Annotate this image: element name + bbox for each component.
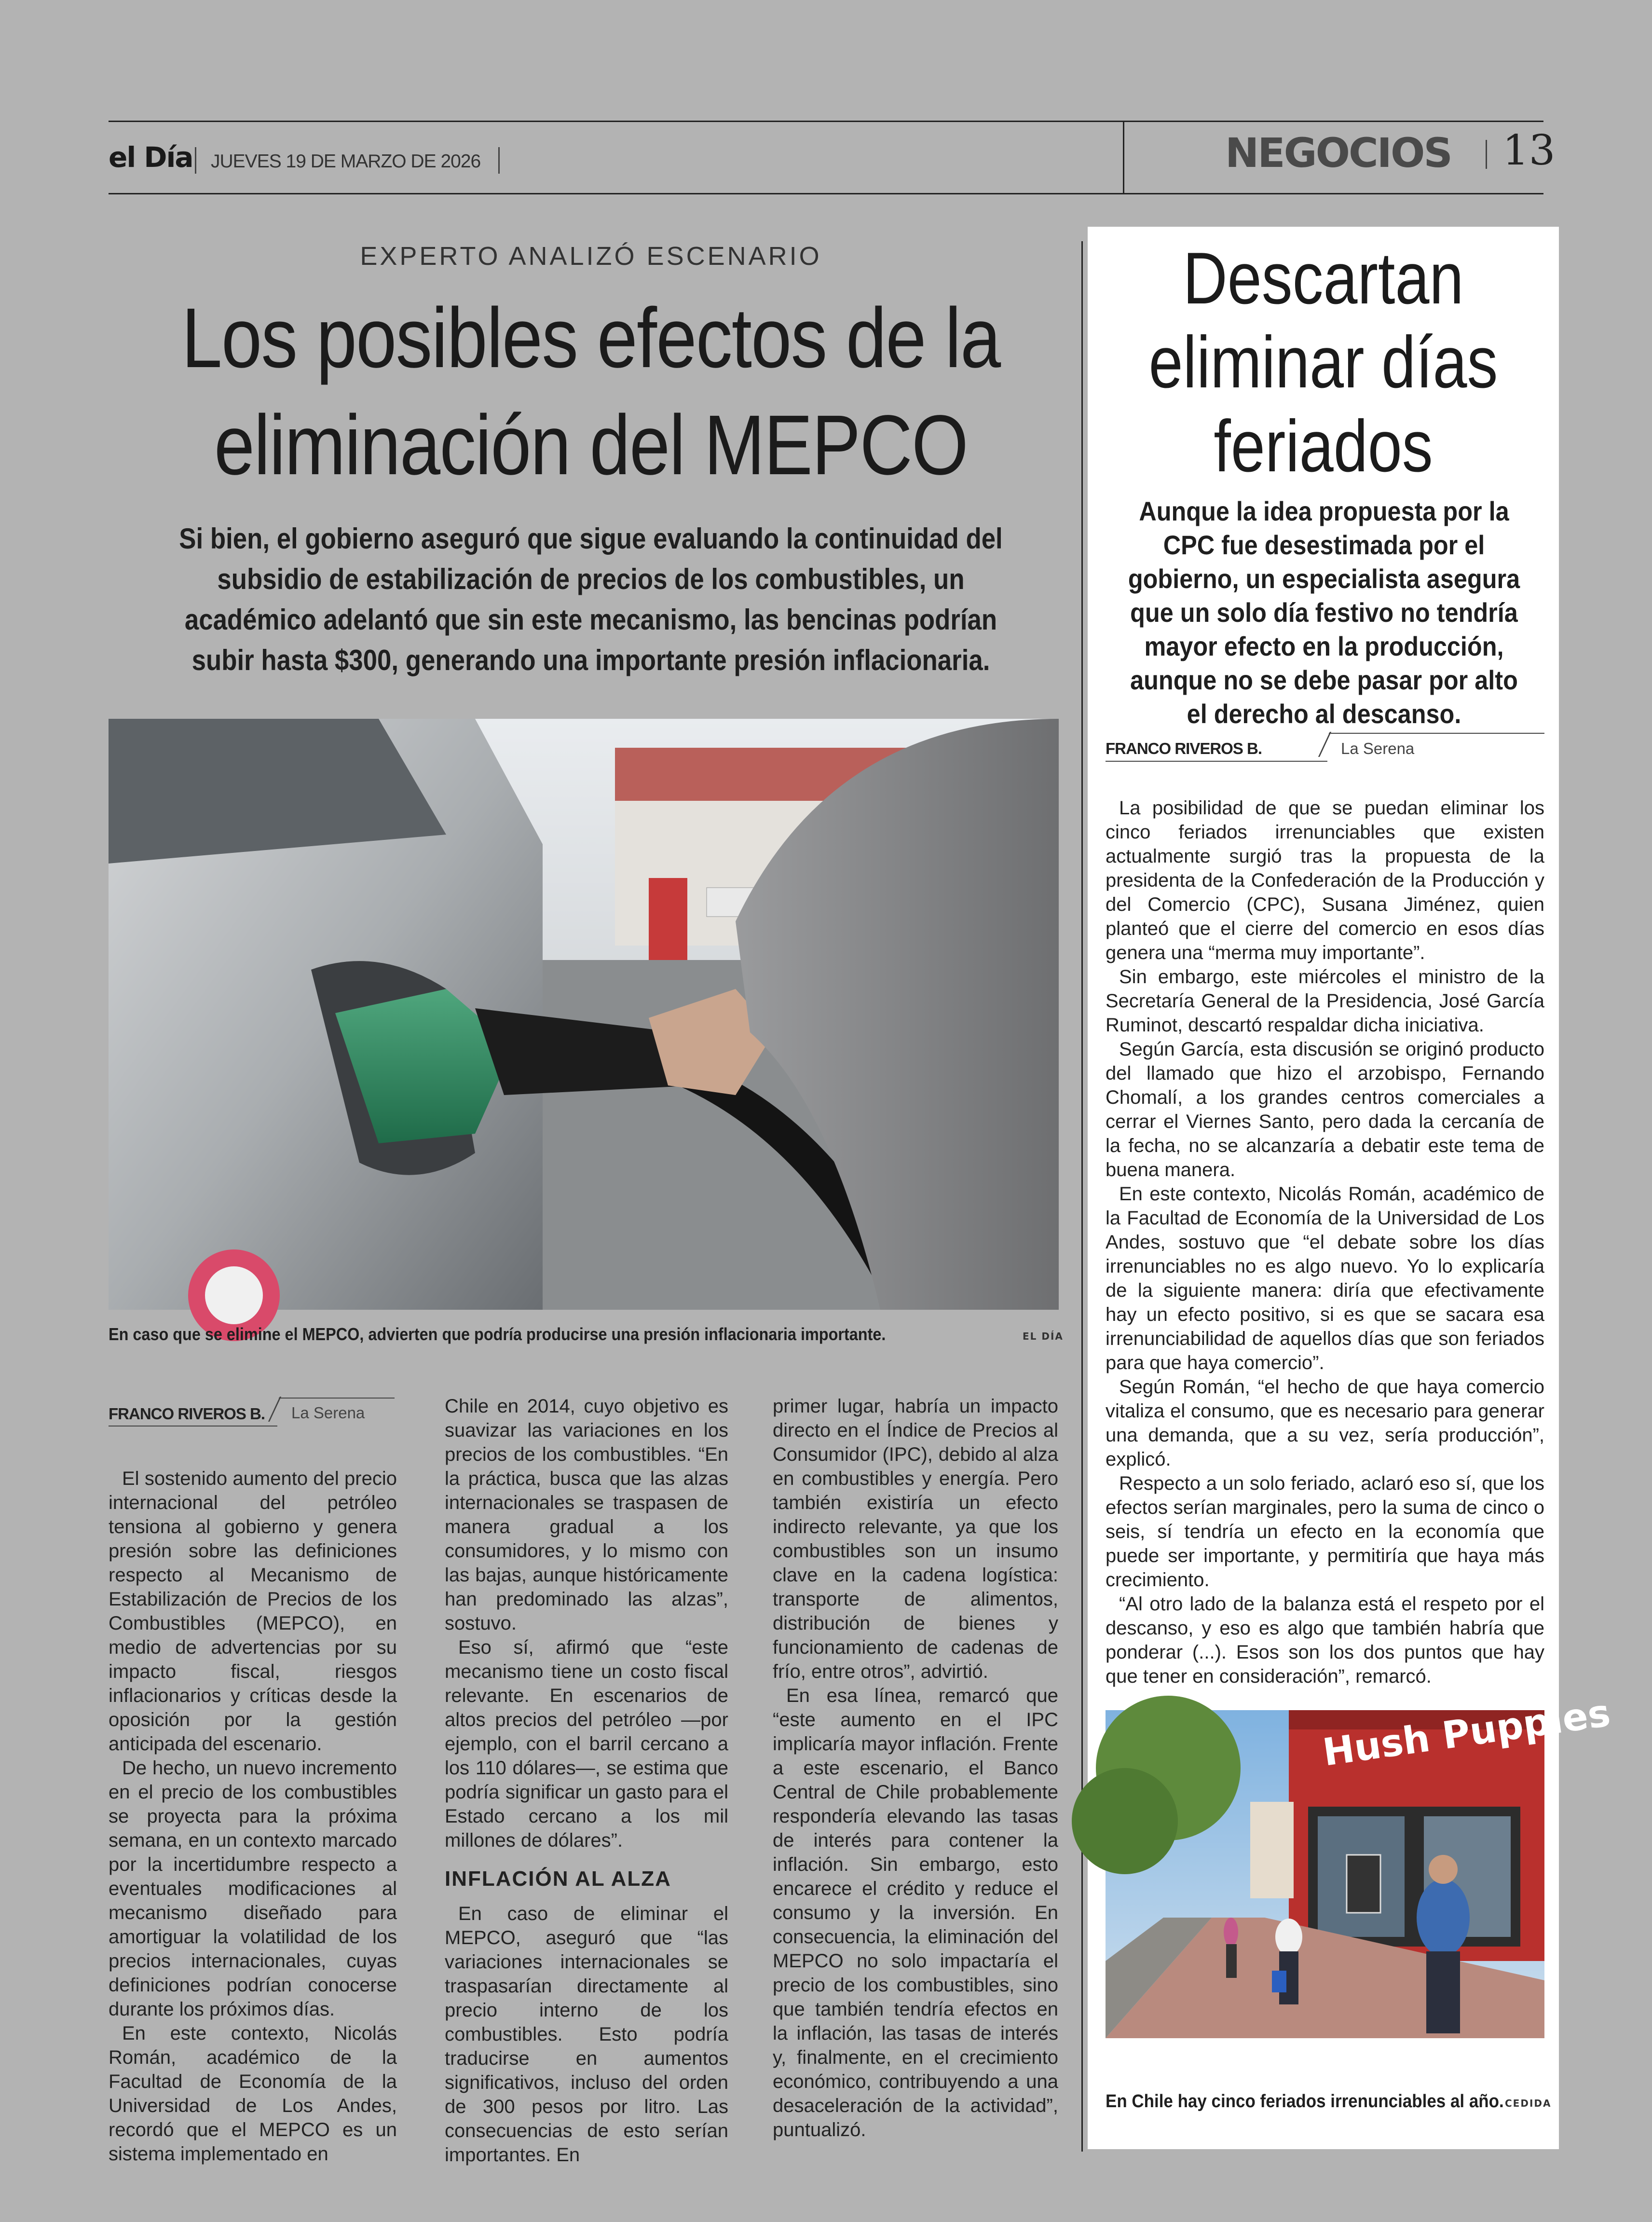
byline-rule [1329, 733, 1544, 734]
sidebar-body [1106, 796, 1544, 1688]
header-top-rule [109, 121, 1543, 122]
sidebar-location: La Serena [1341, 740, 1415, 757]
headline-line: Descartan [1183, 237, 1464, 319]
paragraph: Eso sí, afirmó que “este mecanismo tiene un costo fiscal relevante. En escenarios de altos precios del petróleo —por ejemplo, con el barril cercano a los 110 dólares—, se estima que podría significar un gasto para el Estado cercano a los mil millones de dólares”. [445, 1637, 728, 1851]
sidebar-deck: Aunque la idea propuesta por la CPC fue desestimada por el gobierno, un especialista asegura que un solo día festivo no tendría mayor efecto en la producción, aunque no se debe pasar por alto el derecho al descanso. [1128, 496, 1520, 729]
paragraph: En este contexto, Nicolás Román, académico de la Facultad de Economía de la Universidad de Los Andes, sostuvo que “el debate sobre los días irrenunciables no es algo nuevo. Yo lo explicaría de la siguiente manera: diría que efectivamente hay un efecto positivo, si es que se sacara esa irrenunciabilidad de aquellos días que son feriados para que haya comercio”. [1106, 1183, 1544, 1373]
street-illustration [1106, 1691, 1613, 2038]
article-deck: Si bien, el gobierno aseguró que sigue evaluando la continuidad del subsidio de estabilización de precios de los combustibles, un académico adelantó que sin este mecanismo, las bencinas podrían subir hasta $300, generando una importante presión inflacionaria. [179, 522, 1003, 676]
byline-slash [268, 1397, 281, 1422]
paragraph: Sin embargo, este miércoles el ministro de la Secretaría General de la Presidencia, José García Ruminot, descartó respaldar dicha iniciativa. [1106, 966, 1544, 1036]
article-column-1 [109, 1467, 397, 2166]
paragraph: En esa línea, remarcó que “este aumento en el IPC implicaría mayor inflación. Frente a este escenario, el Banco Central de Chile probablemente respondería elevando las tasas de interés para contener la inflación. Sin embargo, esto encarece el crédito y reduce el consumo y la inversión. En consecuencia, la eliminación del MEPCO no solo impactaría el precio de los combustibles, sino que también tendría efectos en la inflación, las tasas de interés y, finalmente, en el crecimiento económico, contribuyendo a una desaceleración de la actividad”, puntualizó. [773, 1685, 1058, 2140]
header-divider [1123, 121, 1124, 193]
page-number: 13 [1502, 126, 1556, 175]
headline-line: eliminación del MEPCO [214, 398, 968, 493]
subheading: INFLACIÓN AL ALZA [445, 1867, 671, 1891]
newspaper-logo: el Día [109, 141, 193, 174]
paragraph: El sostenido aumento del precio internacional del petróleo tensiona al gobierno y genera presión sobre las definiciones respecto al Mecanismo de Estabilización de Precios de los Combustibles (MEPCO), en medio de advertencias por su impacto fiscal, riesgos inflacionarios y críticas desde la oposición por la gestión anticipada del escenario. [109, 1468, 397, 1755]
article-column-3 [773, 1394, 1058, 2142]
photo-credit: EL DÍA [1023, 1330, 1064, 1342]
paragraph: En caso de eliminar el MEPCO, aseguró que “las variaciones internacionales se traspasarían directamente al precio interno de los combustibles. Esto podría traducirse en aumentos significativos, incluso del orden de 300 pesos por litro. Las consecuencias de esto serían importantes. En [445, 1903, 728, 2166]
store-sign: Hush Puppies [1320, 1691, 1613, 1775]
logo-separator [195, 147, 196, 174]
issue-date: JUEVES 19 DE MARZO DE 2026 [211, 151, 481, 172]
date-separator [498, 147, 500, 174]
article-kicker: EXPERTO ANALIZÓ ESCENARIO [360, 242, 822, 271]
byline-underline [1106, 761, 1327, 762]
paragraph: En este contexto, Nicolás Román, académico de la Facultad de Economía de la Universidad de Los Andes, recordó que el MEPCO es un sistema implementado en [109, 2023, 397, 2165]
header-bottom-rule [109, 193, 1543, 194]
article-location: La Serena [291, 1404, 365, 1422]
fuel-pump-photo [109, 719, 1059, 1310]
sidebar-headline [1125, 236, 1521, 488]
sidebar-photo-credit: CEDIDA [1505, 2098, 1552, 2109]
sidebar-byline: FRANCO RIVEROS B. [1106, 740, 1262, 757]
paragraph: “Al otro lado de la balanza está el respeto por el descanso, y eso es algo que también habría que ponderar (...). Esos son los dos puntos que hay que tener en consideración”, remarcó. [1106, 1593, 1544, 1687]
paragraph: Chile en 2014, cuyo objetivo es suavizar las variaciones en los precios de los combustibles. “En la práctica, busca que las alzas internacionales se traspasen de manera gradual a los consumidores, y lo mismo con las bajas, aunque históricamente han predominado las alzas”, sostuvo. [445, 1396, 728, 1634]
paragraph: La posibilidad de que se puedan eliminar los cinco feriados irrenunciables que existen actualmente surgió tras la propuesta de la presidenta de la Confederación de la Producción y del Comercio (CPC), Susana Jiménez, quien planteó que el cierre del comercio en esos días genera una “merma muy importante”. [1106, 797, 1544, 963]
headline-line: feriados [1214, 405, 1433, 487]
paragraph: primer lugar, habría un impacto directo en el Índice de Precios al Consumidor (IPC), debido al alza en combustibles y energía. Pero también existiría un efecto indirecto relevante, ya que los combustibles son un insumo clave en la cadena logística: transporte de alimentos, distribución de bienes y funcionamiento de cadenas de frío, entre otros”, advirtió. [773, 1396, 1058, 1682]
paragraph: Según Román, “el hecho de que haya comercio vitaliza el consumo, que es necesario para generar una demanda, que a su vez, sería producción”, explicó. [1106, 1376, 1544, 1470]
paragraph: Según García, esta discusión se originó producto del llamado que hizo el arzobispo, Fernando Chomalí, a los grandes centros comerciales a cerrar el Viernes Santo, pero dada la cercanía de la fecha, no se alcanzaría a debatir este tema de buena manera. [1106, 1039, 1544, 1180]
paragraph: Respecto a un solo feriado, aclaró eso sí, que los efectos serían marginales, pero la suma de cinco o seis, sí tendría un efecto en la economía que puede ser importante, y permitiría que haya más crecimiento. [1106, 1473, 1544, 1591]
fuel-pump-illustration [109, 719, 1059, 1310]
section-title: NEGOCIOS [1225, 129, 1451, 177]
article-column-2 [445, 1394, 728, 2167]
page-separator [1486, 140, 1487, 169]
sidebar-photo-caption: En Chile hay cinco feriados irrenunciables al año. [1106, 2091, 1504, 2112]
article-byline: FRANCO RIVEROS B. [109, 1405, 265, 1423]
byline-rule [279, 1398, 395, 1399]
sidebar-rule [1081, 241, 1083, 2152]
street-photo [1106, 1691, 1613, 2038]
article-headline [176, 285, 1006, 499]
paragraph: De hecho, un nuevo incremento en el precio de los combustibles se proyecta para la próxima semana, en un contexto marcado por la incertidumbre respecto a eventuales modificaciones al mecanismo diseñado para amortiguar la volatilidad de los precios internacionales, cuyas definiciones podrían conocerse durante los próximos días. [109, 1757, 397, 2020]
headline-line: eliminar días [1148, 321, 1498, 403]
headline-line: Los posibles efectos de la [181, 291, 1000, 385]
photo-caption: En caso que se elimine el MEPCO, advierten que podría producirse una presión inflacionaria importante. [109, 1324, 886, 1344]
